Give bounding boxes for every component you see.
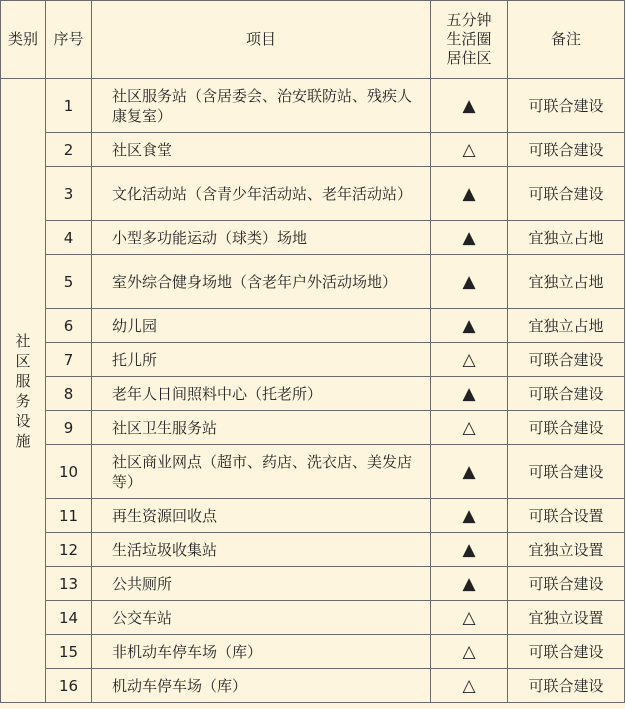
row-circle-mark: ▲ [431, 533, 508, 567]
row-circle-mark: △ [431, 669, 508, 703]
row-circle-mark: ▲ [431, 309, 508, 343]
row-item: 机动车停车场（库） [92, 669, 431, 703]
table-row [1, 445, 625, 499]
table-row [1, 377, 625, 411]
row-item: 文化活动站（含青少年活动站、老年活动站） [92, 167, 431, 221]
row-index: 5 [46, 255, 92, 309]
row-index: 4 [46, 221, 92, 255]
table-row [1, 567, 625, 601]
row-item: 社区卫生服务站 [92, 411, 431, 445]
row-note: 宜独立设置 [508, 533, 625, 567]
header-item: 项目 [92, 1, 431, 79]
row-item: 社区食堂 [92, 133, 431, 167]
row-note: 可联合建设 [508, 411, 625, 445]
row-index: 16 [46, 669, 92, 703]
row-item: 室外综合健身场地（含老年户外活动场地） [92, 255, 431, 309]
header-circle-line-2: 生活圈 [446, 30, 492, 48]
row-circle-mark: ▲ [431, 167, 508, 221]
row-note: 可联合建设 [508, 445, 625, 499]
row-item: 托儿所 [92, 343, 431, 377]
table-row [1, 635, 625, 669]
row-index: 2 [46, 133, 92, 167]
row-item: 非机动车停车场（库） [92, 635, 431, 669]
row-note: 可联合建设 [508, 635, 625, 669]
row-note: 宜独立占地 [508, 309, 625, 343]
row-index: 8 [46, 377, 92, 411]
row-item: 生活垃圾收集站 [92, 533, 431, 567]
row-circle-mark: △ [431, 343, 508, 377]
row-index: 10 [46, 445, 92, 499]
row-index: 13 [46, 567, 92, 601]
row-circle-mark: △ [431, 133, 508, 167]
row-index: 1 [46, 79, 92, 133]
row-note: 可联合建设 [508, 567, 625, 601]
category-cell [1, 79, 46, 703]
row-index: 14 [46, 601, 92, 635]
row-index: 11 [46, 499, 92, 533]
row-item: 社区商业网点（超市、药店、洗衣店、美发店等） [92, 445, 431, 499]
row-index: 15 [46, 635, 92, 669]
table-row [1, 133, 625, 167]
table-row [1, 533, 625, 567]
row-index: 6 [46, 309, 92, 343]
row-circle-mark: ▲ [431, 377, 508, 411]
row-circle-mark: ▲ [431, 445, 508, 499]
row-index: 9 [46, 411, 92, 445]
table-row [1, 343, 625, 377]
table-row [1, 255, 625, 309]
row-note: 可联合建设 [508, 669, 625, 703]
row-circle-mark: ▲ [431, 255, 508, 309]
row-item: 公交车站 [92, 601, 431, 635]
row-item: 社区服务站（含居委会、治安联防站、残疾人康复室） [92, 79, 431, 133]
table-row [1, 499, 625, 533]
row-circle-mark: ▲ [431, 499, 508, 533]
header-circle-line-3: 居住区 [446, 49, 492, 67]
row-item: 老年人日间照料中心（托老所） [92, 377, 431, 411]
row-item: 公共厕所 [92, 567, 431, 601]
row-note: 可联合建设 [508, 377, 625, 411]
row-item: 小型多功能运动（球类）场地 [92, 221, 431, 255]
table-row [1, 601, 625, 635]
row-circle-mark: △ [431, 411, 508, 445]
row-circle-mark: △ [431, 601, 508, 635]
row-circle-mark: △ [431, 635, 508, 669]
row-note: 可联合建设 [508, 167, 625, 221]
header-index: 序号 [46, 1, 92, 79]
category-label: 社区服务设施 [15, 331, 31, 450]
header-circle-line-1: 五分钟 [446, 11, 492, 29]
row-circle-mark: ▲ [431, 79, 508, 133]
header-five-minute-circle [431, 1, 508, 79]
row-index: 12 [46, 533, 92, 567]
table-row [1, 411, 625, 445]
table-row [1, 167, 625, 221]
row-index: 3 [46, 167, 92, 221]
row-note: 宜独立占地 [508, 255, 625, 309]
row-note: 可联合建设 [508, 79, 625, 133]
row-note: 宜独立设置 [508, 601, 625, 635]
header-category: 类别 [1, 1, 46, 79]
table-row [1, 309, 625, 343]
table-row [1, 79, 625, 133]
row-item: 再生资源回收点 [92, 499, 431, 533]
row-note: 可联合建设 [508, 343, 625, 377]
row-note: 宜独立占地 [508, 221, 625, 255]
row-note: 可联合建设 [508, 133, 625, 167]
row-circle-mark: ▲ [431, 567, 508, 601]
row-note: 可联合设置 [508, 499, 625, 533]
row-circle-mark: ▲ [431, 221, 508, 255]
table-row [1, 221, 625, 255]
header-note: 备注 [508, 1, 625, 79]
row-item: 幼儿园 [92, 309, 431, 343]
table-row [1, 669, 625, 703]
row-index: 7 [46, 343, 92, 377]
header-row [1, 1, 625, 79]
